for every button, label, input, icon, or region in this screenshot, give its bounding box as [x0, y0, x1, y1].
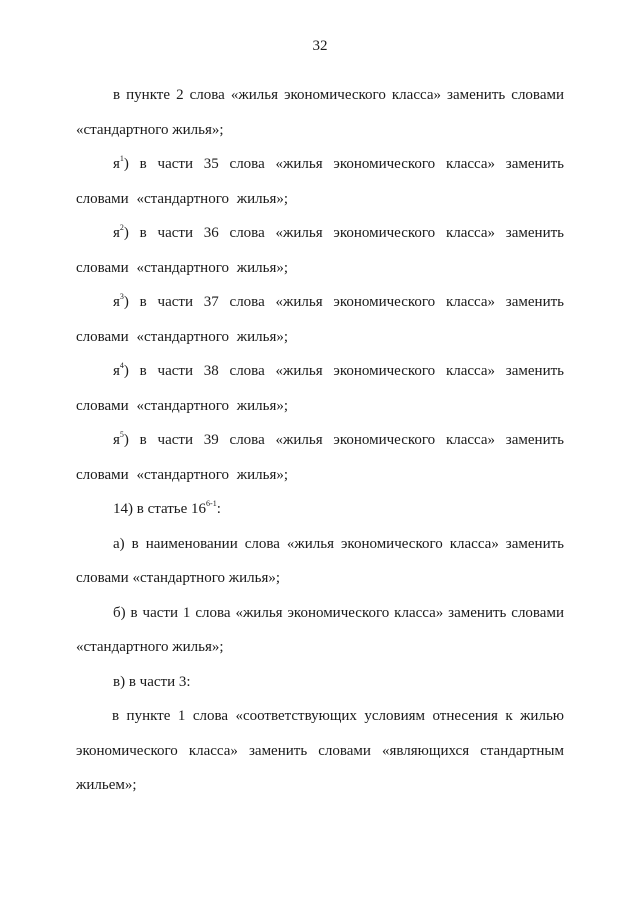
paragraph-point-2	[76, 78, 564, 147]
paragraph-text: б) в части 1 слова «жилья экономического класса» заменить словами «стандартного жилья»;	[76, 604, 564, 655]
superscript: 6-1	[206, 499, 217, 508]
superscript: 3	[119, 292, 124, 301]
paragraph-text: в пункте 2 слова «жилья экономического класса» заменить словами «стандартного жилья»;	[76, 87, 564, 138]
paragraph-prefix: я	[113, 363, 120, 379]
paragraph-text: в пункте 1 слова «соответствующих условиям отнесения к жилью экономического класса» заменить словами «являющихся стандартным жильем»;	[76, 708, 564, 793]
paragraph-text: ) в части 39 слова «жилья экономического класса» заменить словами «стандартного жилья»;	[76, 432, 564, 483]
paragraph-ya4	[76, 354, 564, 423]
paragraph-prefix: я	[113, 156, 120, 172]
paragraph-text: :	[216, 501, 221, 517]
page-number: 32	[312, 38, 328, 54]
paragraph-prefix: 14) в статье 16	[113, 501, 207, 517]
paragraph-point-1	[76, 699, 564, 803]
paragraph-text: а) в наименовании слова «жилья экономического класса» заменить словами «стандартного жилья»;	[76, 535, 564, 586]
paragraph-ya5	[76, 423, 564, 492]
superscript: 2	[119, 223, 124, 232]
paragraph-text: ) в части 36 слова «жилья экономического класса» заменить словами «стандартного жилья»;	[76, 225, 564, 276]
paragraph-subitem-v	[76, 665, 564, 700]
paragraph-ya1	[76, 147, 564, 216]
paragraph-subitem-a	[76, 527, 564, 596]
paragraph-text: ) в части 35 слова «жилья экономического класса» заменить словами «стандартного жилья»;	[76, 156, 564, 207]
paragraph-subitem-b	[76, 596, 564, 665]
document-body	[76, 78, 564, 803]
paragraph-item-14	[76, 492, 564, 527]
paragraph-text: в) в части 3:	[113, 673, 191, 690]
paragraph-ya2	[76, 216, 564, 285]
paragraph-prefix: я	[113, 225, 120, 241]
superscript: 5	[119, 430, 124, 439]
paragraph-ya3	[76, 285, 564, 354]
paragraph-prefix: я	[113, 294, 120, 310]
paragraph-text: ) в части 37 слова «жилья экономического класса» заменить словами «стандартного жилья»;	[76, 294, 564, 345]
superscript: 1	[119, 154, 124, 163]
superscript: 4	[119, 361, 124, 370]
paragraph-text: ) в части 38 слова «жилья экономического класса» заменить словами «стандартного жилья»;	[76, 363, 564, 414]
paragraph-prefix: я	[113, 432, 120, 448]
